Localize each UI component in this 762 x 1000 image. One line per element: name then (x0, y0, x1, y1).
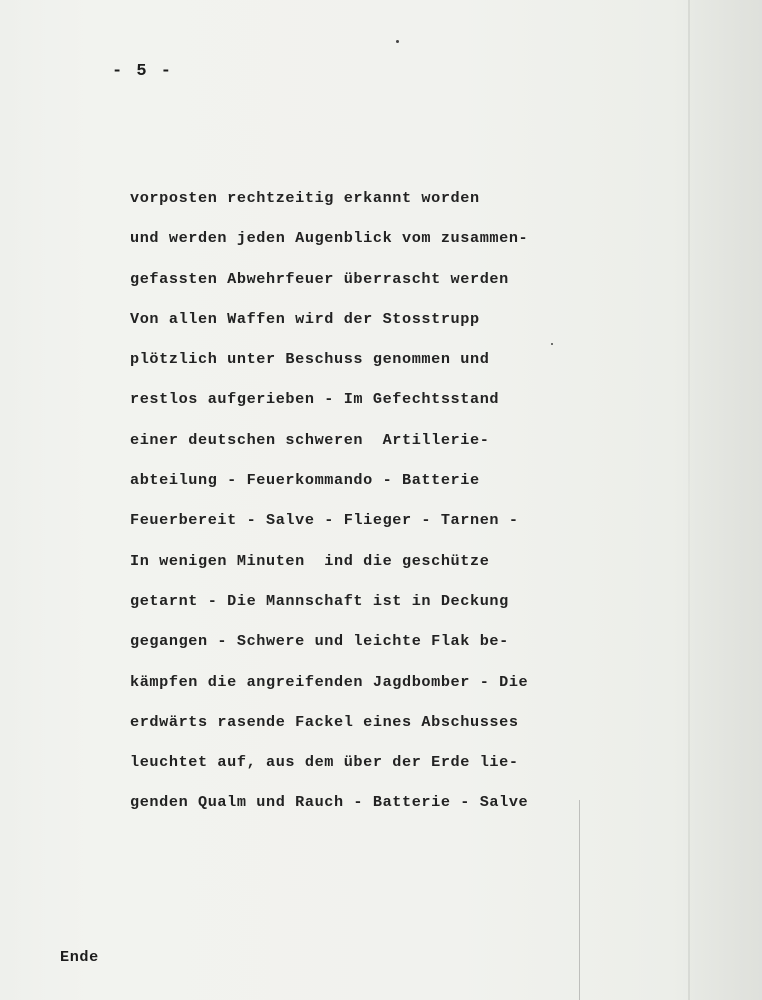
page-number: - 5 - (112, 62, 174, 81)
text-line: Von allen Waffen wird der Stosstrupp (130, 309, 480, 328)
text-line: getarnt - Die Mannschaft ist in Deckung (130, 591, 509, 610)
text-line: genden Qualm und Rauch - Batterie - Salve (130, 793, 529, 812)
text-line: gegangen - Schwere und leichte Flak be- (130, 632, 509, 651)
text-line: abteilung - Feuerkommando - Batterie (130, 471, 480, 490)
page-fold-line (688, 0, 690, 1000)
text-line: plötzlich unter Beschuss genommen und (130, 350, 490, 369)
text-line: erdwärts rasende Fackel eines Abschusses (130, 712, 519, 731)
end-label: Ende (60, 948, 99, 966)
text-line: einer deutschen schweren Artillerie- (130, 430, 490, 449)
text-line: restlos aufgerieben - Im Gefechtsstand (130, 390, 500, 409)
text-line: vorposten rechtzeitig erkannt worden (130, 189, 480, 207)
ink-speck (396, 40, 399, 43)
typewritten-body (130, 186, 600, 831)
text-line: gefassten Abwehrfeuer überrascht werden (130, 269, 509, 288)
text-line: Feuerbereit - Salve - Flieger - Tarnen - (130, 511, 519, 530)
text-line: kämpfen die angreifenden Jagdbomber - Die (130, 672, 529, 691)
page-edge-shadow (690, 0, 762, 1000)
text-line: und werden jeden Augenblick vom zusammen- (130, 229, 529, 248)
text-line: In wenigen Minuten ind die geschütze (130, 551, 490, 570)
text-line: leuchtet auf, aus dem über der Erde lie- (130, 753, 519, 772)
